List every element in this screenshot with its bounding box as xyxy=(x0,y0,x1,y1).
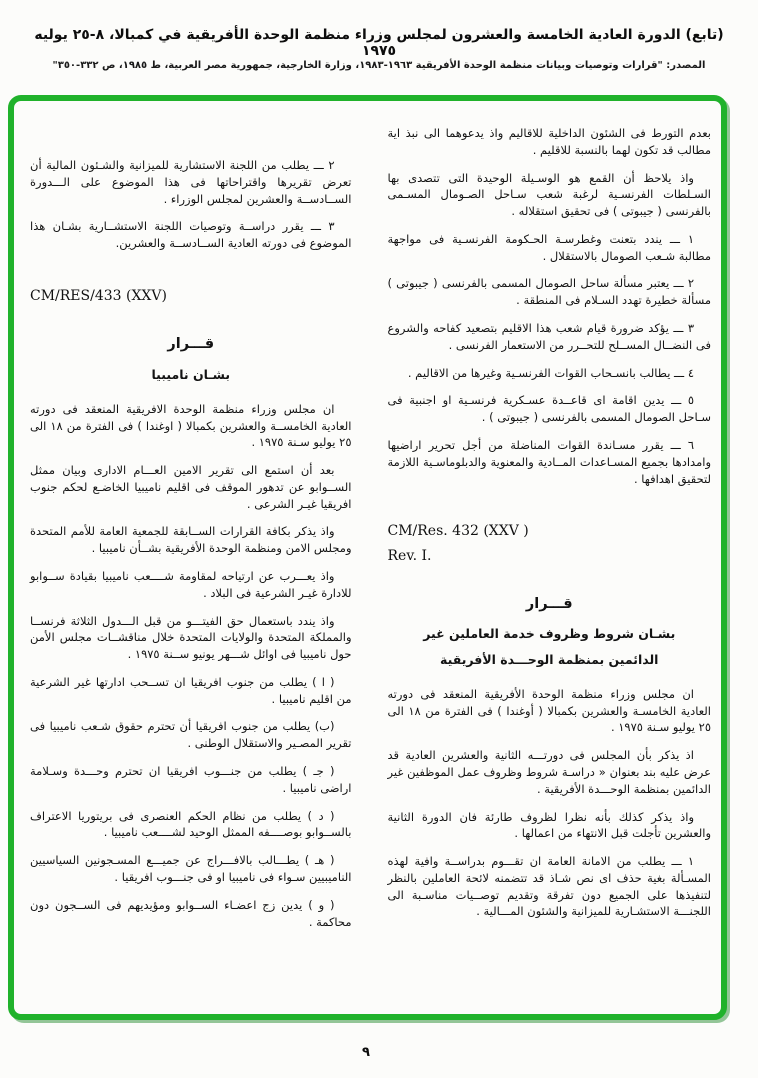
resolution-subtitle: بشـان ناميبيا xyxy=(151,366,231,382)
paragraph: ٣ ـــ يؤكد ضرورة قيام شعب هذا الاقليم بتصعيد كفاحه والشروع فى النضــال المســلح للتحــرر من الاستعمار الفرنسى . xyxy=(387,321,711,352)
resolution-revision: Rev. I. xyxy=(387,547,432,564)
paragraph: بعد أن استمع الى تقرير الامين العـــام الادارى وبيان ممثل الســوابو عن تدهور الموقف فى اقليم ناميبيا الخاضـع لحكم جنوب افريقيا غيـر الشرعى . xyxy=(30,463,352,511)
resolution-code: CM/Res. 432 (XXV ) xyxy=(387,523,529,540)
paragraph: ٣ ـــ يقرر دراســة وتوصيات اللجنة الاستشــارية بشـان هذا الموضوع فى دورته العادية الســادســة والعشرين. xyxy=(30,219,352,251)
resolution-title: قـــرار xyxy=(525,596,573,613)
column-left xyxy=(14,101,368,1014)
paragraph: واذ يذكر كذلك بأنه نظرا لظروف طارئة فان الدورة الثانية والعشرين تأجلت قبل الانتهاء من اعمالها . xyxy=(387,809,711,841)
spacer xyxy=(388,676,712,686)
resolution-subtitle: بشـان شروط وظروف خدمة العاملين غير xyxy=(423,626,676,642)
paragraph: واذ يندد باستعمال حق الفيتـــو من قبل الـــدول الثلاثة فرنســا والمملكة المتحدة والولايات المتحدة خلال مناقشــات مجلس الأمن حول ناميبيا فى اوائل شـــهر يونيو ســنة ١٩٧٥ . xyxy=(30,613,352,662)
paragraph: ٢ ـــ يعتبر مسألة ساحل الصومال المسمى بالفرنسى ( جيبوتى ) مسألة خطيرة تهدد السـلام فى المنطقة . xyxy=(387,276,711,308)
paragraph: ١ ـــ يندد بتعنت وغطرسـة الحـكومة الفرنسـية فى مواجهة مطالبة شـعب الصومال بالاستقلال . xyxy=(387,231,711,263)
paragraph: (ب) يطلب من جنوب افريقيا أن تحترم حقوق شـعب ناميبيا فى تقرير المصـير والاستقلال الوطنى . xyxy=(30,719,352,751)
paragraph: ( جـ ) يطلب من جنـــوب افريقيا ان تحترم وحـــدة وسـلامة اراضى ناميبيا . xyxy=(30,764,352,795)
paragraph: ان مجلس وزراء منظمة الوحدة الأفريقية المنعقد فى دورته العادية الخامسـة والعشرين بكمبالا ( أوغندا ) فى الفترة من ١٨ الى ٢٥ يوليو سـنة ١٩٧٥ . xyxy=(387,686,711,735)
paragraph: اذ يذكر بأن المجلس فى دورتـــه الثانية والعشرين العادية قد عرض عليه بند بعنوان « دراسـة شروط وظروف عمل الموظفين غير الدائمين بمنظمة الوحـــدة الأفريقية . xyxy=(387,748,711,796)
paragraph: ( ا ) يطلب من جنوب افريقيا ان تســحب ادارتها غير الشرعية من اقليم ناميبيا . xyxy=(30,674,352,706)
paragraph: ١ ـــ يطلب من الامانة العامة ان تقـــوم بدراســة وافية لهذه المسـألة بغية حذف اى نص شـاذ قد تتضمنه لائحة العاملين بالنظر لتنفيذها على الجميع دون تفرقة وتقديم توصــيات مناسـبة الى اللجنـــة الاستشـارية للميزانية والشئون المـــالية . xyxy=(387,854,711,919)
paragraph: ٥ ـــ يدين اقامة اى قاعــدة عسـكرية فرنسـية او اجنبية فى سـاحل الصومال المسمى بالفرنسى ( جيبوتى ) . xyxy=(387,393,711,425)
paragraph: بعدم التورط فى الشئون الداخلية للاقاليم واذ يدعوهما الى نبذ اية مطالب قد تكون لهما بالنسبة للاقليم . xyxy=(387,126,711,157)
paragraph: ان مجلس وزراء منظمة الوحدة الافريقية المنعقد فى دورته العادية الخامســة والعشرين بكمبالا ( اوغندا ) فى الفترة من ١٨ الى ٢٥ يوليو سـنة ١٩٧٥ . xyxy=(30,401,352,450)
two-column-layout xyxy=(14,101,721,1014)
paragraph: ( هـ ) يطـــالب بالافـــراج عن جميـــع المسـجونين السياسيين الناميبيين سـواء فى ناميبيا او فى جنـــوب افريقيا . xyxy=(30,853,352,884)
paragraph: ٤ ـــ يطالب بانسـحاب القوات الفرنسـية وغيرها من الاقاليم . xyxy=(407,365,694,380)
paragraph: واذ يذكر بكافة القرارات الســابقة للجمعية العامة للأمم المتحدة ومجلس الامن ومنظمة الوحدة الأفريقية بشــأن ناميبيا . xyxy=(30,524,352,556)
source-citation: المصدر: "قرارات وتوصيات وبيانات منظمة الوحدة الأفريقية ١٩٦٣-١٩٨٣، وزارة الخارجية، جمهورية مصر العربية، ط ١٩٨٥، ص ٣٣٢-٣٥٠" xyxy=(52,60,706,71)
paragraph: ( و ) يدين زج اعضـاء الســوابو ومؤيديهم فى الســجون دون محاكمة . xyxy=(30,897,352,929)
paragraph: ٢ ـــ يطلب من اللجنة الاستشارية للميزانية والشـئون المالية أن تعرض تقريرها واقتراحاتها فى هذا الموضوع على الـــدورة الســادســة والعشرين لمجلس الوزراء . xyxy=(30,158,352,206)
paragraph: ( د ) يطلب من نظام الحكم العنصرى فى بريتوريا الاعتراف بالســوابو بوصــــفه الممثل الوحيد لشــــعب ناميبيا . xyxy=(30,808,352,840)
resolution-title: قـــرار xyxy=(167,336,215,353)
paragraph: واذ يعـــرب عن ارتياحه لمقاومة شــــعب ناميبيا بقيادة ســوابو للادارة غيـر الشرعية فى البلاد . xyxy=(30,569,352,600)
column-right xyxy=(368,101,722,1014)
page-header-title: (تابع) الدورة العادية الخامسة والعشرون لمجلس وزراء منظمة الوحدة الأفريقية في كمبالا، ٨-٢٥ يوليه ١٩٧٥ xyxy=(34,27,724,59)
page-number: ٩ xyxy=(362,1045,370,1060)
resolution-code: CM/RES/433 (XXV) xyxy=(30,287,167,304)
resolution-subtitle: الدائمين بمنظمة الوحـــدة الأفريقية xyxy=(440,651,659,667)
paragraph: ٦ ـــ يقرر مسـاندة القوات المناضلة من أجل تحرير اراضيها وامدادها بجميع المسـاعدات المــادية والمعنوية والدبلوماسـية اللازمة لتحقيق اهدافها . xyxy=(387,437,711,486)
spacer xyxy=(30,391,352,401)
paragraph: واذ يلاحظ أن القمع هو الوسـيلة الوحيدة التى تتصدى بها السـلطات الفرنسـية لرغبة شعب سـاحل الصـومال المسـمى بالفرنسى ( جيبوتى ) فى تحقيق استقلاله . xyxy=(387,170,711,219)
content-frame xyxy=(8,95,727,1020)
